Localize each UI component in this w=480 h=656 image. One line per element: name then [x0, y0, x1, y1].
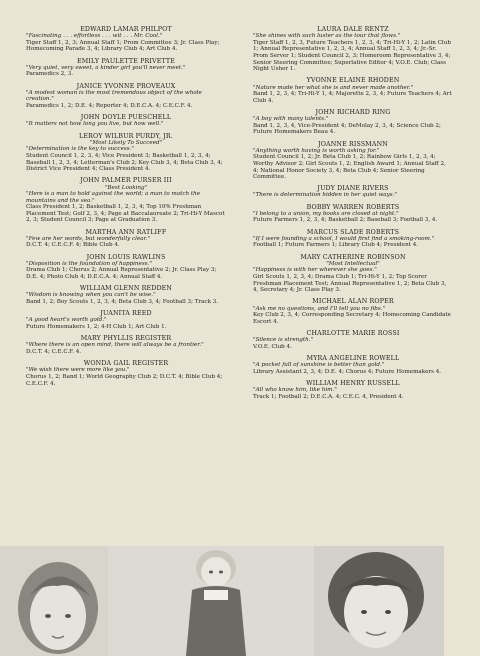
senior-activities: Girl Scouts 1, 2, 3, 4; Drama Club 1; Tri-Hi-Y 1, 2; Top Scorer Freshman Placement Test; Annual Representative 1, 2; Beta Club 3, 4, Secretary 4; Jr. Class Play 3.	[253, 274, 447, 294]
senior-activities: Future Farmers 1, 2, 3, 4; Basketball 2; Baseball 3; Football 3, 4.	[253, 217, 438, 224]
senior-activities: Key Club 2, 3, 4; Corresponding Secretary 4; Homecoming Candidate Escort 4.	[253, 312, 451, 325]
senior-activities: Band 1, 2, 3, 4, Vice-President 4; DeMolay 2, 3, 4; Science Club 2; Future Homemakers Beau 4.	[253, 122, 441, 136]
senior-name: EMILY PAULETTE PRIVETTE	[76, 57, 176, 65]
senior-quote: "A good heart's worth gold."	[26, 317, 107, 324]
senior-name: JOHN DOYLE PUESCHELL	[80, 114, 172, 122]
senior-name: WONDA GAIL REGISTER	[83, 360, 169, 368]
senior-name: MARY PHYLLIS REGISTER	[80, 335, 172, 343]
senior-activities: Tiger Staff 1, 2, 3; Annual Staff 1; Prom Committee 3; Jr. Class Play; Homecoming Parade 3, 4; Library Club 4; Art Club 4.	[26, 39, 220, 53]
senior-name: MICHAEL ALAN ROPER	[312, 298, 394, 306]
senior-entry	[253, 26, 453, 73]
senior-name: MARTHA ANN RATLIFF	[85, 228, 167, 236]
senior-entry	[253, 229, 453, 249]
senior-name: WILLIAM GLENN REDDEN	[79, 285, 173, 293]
senior-name: JOHN RICHARD RING	[315, 108, 391, 116]
senior-quote: "Very quiet, very sweet, a kinder girl you'll never meet."	[26, 64, 186, 71]
senior-entry	[26, 58, 226, 78]
senior-entry	[253, 355, 453, 375]
senior-quote: "Happiness is with her wherever she goes."	[253, 267, 377, 274]
senior-entry	[26, 310, 226, 330]
senior-quote: "Here is a man to hold against the world; a man to match the mountains and the sea."	[26, 191, 201, 204]
senior-name: JOANNE RISSMANN	[318, 140, 388, 148]
senior-name: CHARLOTTE MARIE ROSSI	[306, 329, 400, 337]
senior-quote: "We wish there were more like you."	[26, 367, 130, 374]
right-column	[253, 26, 453, 405]
senior-activities: Student Council 1, 2, 3, 4; Vice President 3; Basketball 1, 2, 3, 4; Baseball 1, 2, 3, 4; Letterman's Club 2; Key Club 3, 4; Beta Club 3, 4; District Vice President 4; Class President 4.	[26, 152, 223, 173]
senior-name: MARY CATHERINE ROBINSON	[300, 253, 406, 261]
senior-entry	[253, 141, 453, 181]
senior-quote: "Disposition is the foundation of happiness."	[26, 260, 152, 267]
senior-quote: "I belong to a union, my books are closed at night."	[253, 210, 399, 217]
senior-quote: "Fascinating . . . effortless . . . wit . . . Mr. Cool."	[26, 33, 163, 40]
senior-quote: "Few are her words, but wonderfully clear."	[26, 235, 151, 242]
senior-activities: Paramedics 1, 2; D.E. 4; Reporter 4; D.E.C.A. 4; C.E.C.F. 4.	[26, 102, 193, 109]
senior-activities: D.C.T. 4; C.E.C.F. 4.	[26, 348, 82, 355]
child-photo-right	[314, 546, 444, 656]
senior-name: EDWARD LAMAR PHILPOT	[80, 26, 172, 33]
photo-strip	[0, 546, 480, 656]
senior-activities: Future Homemakers 1, 2; 4-H Club 1; Art Club 1.	[26, 324, 167, 330]
senior-entry	[26, 83, 226, 110]
senior-quote: "She shines with such luster as the tour that flows."	[253, 33, 401, 40]
senior-name: MARCUS SLADE ROBERTS	[306, 228, 400, 236]
senior-entry	[26, 360, 226, 387]
senior-activities: Chorus 1, 2; Band 1; World Geography Club 2; D.C.T. 4; Bible Club 4; C.E.C.F. 4.	[26, 373, 223, 387]
senior-activities: D.C.T. 4; C.E.C.F. 4; Bible Club 4.	[26, 242, 120, 249]
senior-quote: "Anything worth having is worth asking for."	[253, 147, 380, 154]
senior-quote: "All who know him, like him."	[253, 387, 337, 394]
senior-entry	[26, 335, 226, 355]
senior-entry	[26, 26, 226, 53]
senior-quote: "It matters not how long you live, but how well."	[26, 121, 164, 128]
senior-name: JUANITA REED	[100, 310, 152, 318]
senior-name: JANICE YVONNE PROVEAUX	[76, 82, 176, 90]
senior-entry	[253, 204, 453, 224]
child-photo-middle	[108, 546, 314, 656]
senior-entry	[26, 229, 226, 249]
senior-activities: Football 1; Future Farmers 1; Library Club 4; President 4.	[253, 242, 419, 249]
senior-entry	[26, 177, 226, 224]
senior-quote: "A pocket full of sunshine is better than gold."	[253, 362, 385, 369]
senior-quote: "If I were founding a school, I would first find a smoking-room."	[253, 235, 435, 242]
senior-name: JOHN PALMER PURSER III	[80, 177, 172, 185]
senior-activities: Tiger Staff 1, 2, 3, Future Teachers 1, 2, 3, 4; Tri-Hi-Y 1, 2; Latin Club 1; Annual Representative 1, 2, 3, 4; Annual Staff 1, 2, 3, 4; Jr.-Sr. Prom Server 1; Student Council 2, 3; Homeroom Representative 3, 4; Senior Steering Committee; Superlative Editor 4; V.O.E. Club; Class Night Usher 1.	[253, 39, 451, 73]
senior-entry	[253, 254, 453, 294]
senior-entry	[26, 114, 226, 128]
senior-activities: Library Assistant 2, 3, 4; D.E. 4; Chorus 4; Future Homemakers 4.	[253, 368, 442, 375]
senior-name: YVONNE ELAINE RHODEN	[306, 77, 400, 85]
child-photo-left	[0, 546, 108, 656]
senior-name: BOBBY WARREN ROBERTS	[306, 203, 400, 211]
senior-entry	[253, 330, 453, 350]
senior-entry	[253, 380, 453, 400]
senior-entry	[253, 109, 453, 136]
senior-activities: Class President 1, 2; Basketball 1, 2, 3, 4; Top 10% Freshman Placement Test; Golf 2, 3, 4; Page at Baccalaureate 2; Tri-Hi-Y Mascot 2, 3; Student Council 3; Page at Graduation 3.	[26, 204, 225, 224]
senior-superlative: "Most Intellectual"	[326, 260, 380, 267]
senior-quote: "Determination is the key to success."	[26, 146, 134, 153]
senior-activities: Band 1, 2; Boy Scouts 1, 2, 3, 4; Beta Club 3, 4; Football 3; Track 3.	[26, 299, 219, 306]
senior-entry	[26, 285, 226, 305]
senior-superlative: "Best Looking"	[104, 184, 148, 191]
senior-quote: "Silence is strength."	[253, 337, 314, 344]
senior-quote: "A boy with many talents."	[253, 116, 329, 123]
senior-quote: "Where there is an open mind, there will always be a frontier."	[26, 342, 204, 349]
senior-quote: "Nature made her what she is and never made another."	[253, 84, 414, 91]
senior-name: JUDY DIANE RIVERS	[317, 185, 389, 193]
senior-activities: Band 1, 2, 3, 4; Tri-Hi-Y 1, 4; Majorette 2, 3, 4; Future Teachers 4; Art Club 4.	[253, 91, 452, 104]
senior-activities: V.O.E. Club 4.	[253, 343, 292, 350]
senior-quote: "A modest woman is the most tremendous object of the whole creation."	[26, 89, 202, 103]
senior-entry	[253, 298, 453, 325]
senior-entry	[253, 77, 453, 104]
senior-name: LEROY WILBUR PURDY, JR.	[79, 132, 173, 140]
senior-name: MYRA ANGELINE ROWELL	[306, 354, 400, 362]
left-column	[26, 26, 226, 392]
senior-activities: Paramedics 2, 3.	[26, 71, 74, 78]
senior-superlative: "Most Likely To Succeed"	[89, 139, 163, 146]
senior-quote: "There is determination hidden in her quiet ways."	[253, 192, 397, 199]
senior-quote: "Wisdom is knowing when you can't be wise."	[26, 292, 156, 299]
senior-name: LAURA DALE RENTZ	[317, 26, 389, 33]
senior-name: WILLIAM HENRY RUSSELL	[306, 379, 400, 387]
senior-entry	[253, 185, 453, 199]
senior-activities: Drama Club 1; Chorus 2; Annual Representative 2; Jr. Class Play 3; D.E. 4; Photo Club 4; D.E.C.A. 4; Annual Staff 4.	[26, 267, 217, 281]
senior-quote: "Ask me no questions, and I'll tell you no fibs."	[253, 305, 386, 312]
senior-name: JOHN LOUIS RAWLINS	[86, 253, 166, 261]
senior-entry	[26, 133, 226, 173]
senior-activities: Track 1; Football 2; D.E.C.A. 4; C.E.C. 4, President 4.	[253, 393, 404, 400]
senior-activities: Student Council 1, 2; Jr. Beta Club 1, 2; Rainbow Girls 1, 2, 3, 4; Worthy Advisor 2; Girl Scouts 1, 2; English Award 1; Annual Staff 2, 4; National Honor Society 3, 4; Beta Club 4; Senior Steering Committee.	[253, 154, 446, 181]
senior-entry	[26, 254, 226, 281]
